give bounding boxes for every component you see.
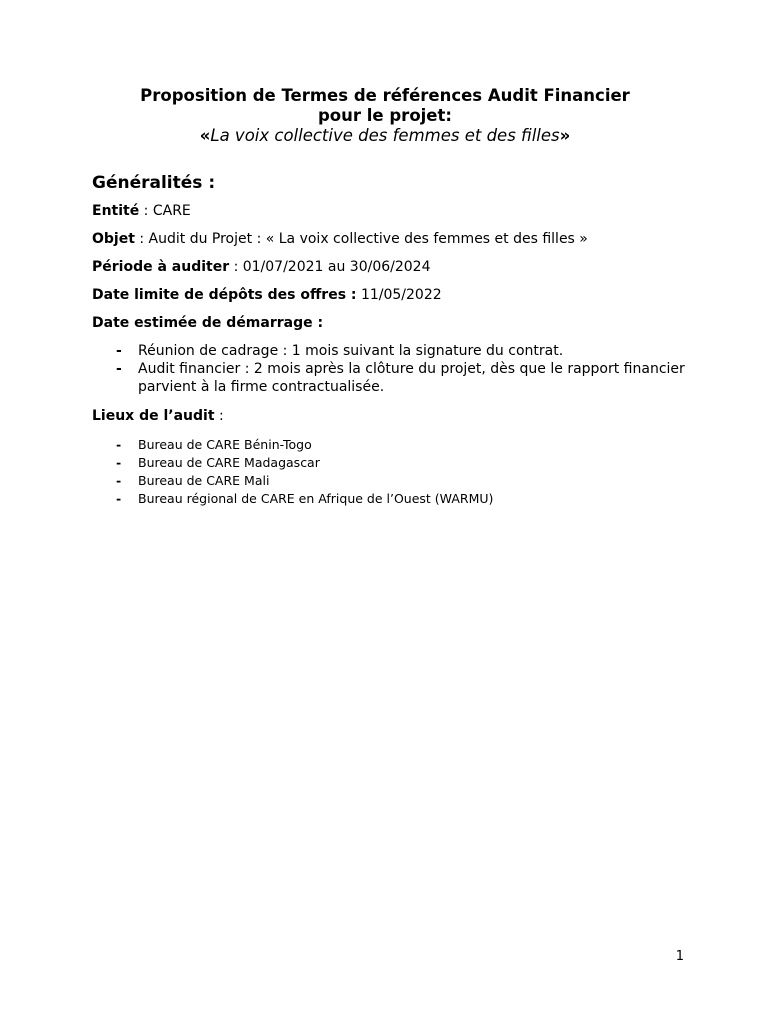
dash-bullet: - — [116, 361, 122, 377]
field-lieux-value: : — [214, 408, 224, 424]
field-periode-label: Période à auditer — [92, 259, 230, 275]
project-name: La voix collective des femmes et des filles — [210, 126, 560, 145]
demarrage-list — [92, 342, 692, 396]
quote-close: » — [559, 126, 571, 145]
field-entite-value: : CARE — [139, 203, 191, 219]
list-item-text: Bureau régional de CARE en Afrique de l’Ouest (WARMU) — [138, 491, 494, 506]
field-lieux — [92, 407, 224, 425]
field-date-demarrage-label: Date estimée de démarrage : — [92, 315, 324, 331]
list-item-text: Bureau de CARE Mali — [138, 473, 270, 488]
title-line-1: Proposition de Termes de références Audit Financier — [140, 86, 630, 105]
field-date-limite-label: Date limite de dépôts des offres : — [92, 287, 357, 303]
dash-bullet: - — [116, 473, 122, 488]
project-name-line — [0, 126, 770, 146]
field-entite — [92, 202, 191, 220]
quote-open: « — [199, 126, 211, 145]
list-item — [92, 454, 692, 472]
field-periode-value: : 01/07/2021 au 30/06/2024 — [229, 259, 431, 275]
lieux-list — [92, 436, 692, 508]
list-item-text: Réunion de cadrage : 1 mois suivant la signature du contrat. — [138, 343, 564, 359]
list-item — [92, 436, 692, 454]
field-entite-label: Entité — [92, 203, 140, 219]
document-title — [0, 86, 770, 146]
field-objet-label: Objet — [92, 231, 135, 247]
field-date-limite — [92, 286, 442, 304]
field-date-demarrage — [92, 314, 323, 332]
list-item — [92, 472, 692, 490]
list-item — [92, 490, 692, 508]
field-objet — [92, 230, 588, 248]
section-heading-generalites: Généralités : — [92, 173, 216, 193]
list-item-text: Bureau de CARE Madagascar — [138, 455, 320, 470]
list-item — [92, 360, 692, 396]
field-objet-value: : Audit du Projet : « La voix collective des femmes et des filles » — [134, 231, 588, 247]
list-item-text: Audit financier : 2 mois après la clôture du projet, dès que le rapport financier parvient à la firme contractualisée. — [138, 361, 685, 395]
field-periode — [92, 258, 430, 276]
dash-bullet: - — [116, 491, 122, 506]
field-date-limite-value: 11/05/2022 — [356, 287, 442, 303]
dash-bullet: - — [116, 455, 122, 470]
field-lieux-label: Lieux de l’audit — [92, 408, 215, 424]
dash-bullet: - — [116, 343, 122, 359]
list-item-text: Bureau de CARE Bénin-Togo — [138, 437, 312, 452]
list-item — [92, 342, 692, 360]
dash-bullet: - — [116, 437, 122, 452]
title-line-2: pour le projet: — [318, 106, 452, 125]
page-number: 1 — [675, 949, 684, 964]
